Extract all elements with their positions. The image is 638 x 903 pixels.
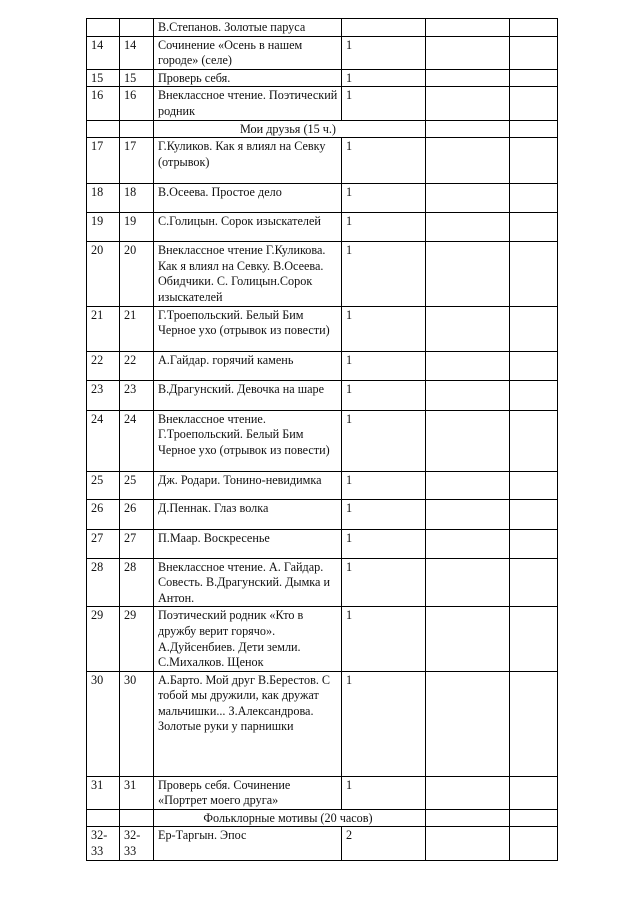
table-row [87,351,558,380]
lesson-number: 24 [87,410,120,471]
hours-count: 1 [342,471,426,499]
notes-cell [510,776,558,809]
lesson-topic: Проверь себя. Сочинение «Портрет моего друга» [154,776,342,809]
hours-count [342,19,426,37]
hours-count: 1 [342,242,426,306]
week-lesson-number: 18 [120,184,154,213]
week-lesson-number: 19 [120,213,154,242]
lesson-topic: Внеклассное чтение. А. Гайдар. Совесть. В.Драгунский. Дымка и Антон. [154,558,342,607]
week-lesson-number: 15 [120,69,154,87]
lesson-number: 32-33 [87,827,120,861]
lesson-topic: А.Гайдар. горячий камень [154,351,342,380]
notes-cell [510,306,558,351]
empty-cell [510,809,558,827]
date-cell [426,499,510,529]
hours-count: 1 [342,671,426,776]
lesson-topic: Внеклассное чтение. Поэтический родник [154,87,342,120]
notes-cell [510,499,558,529]
date-cell [426,351,510,380]
date-cell [426,36,510,69]
lesson-number: 17 [87,138,120,184]
lesson-topic: Внеклассное чтение. Г.Троепольский. Белый Бим Черное ухо (отрывок из повести) [154,410,342,471]
week-lesson-number: 25 [120,471,154,499]
table-row [87,242,558,306]
lesson-number: 20 [87,242,120,306]
notes-cell [510,410,558,471]
notes-cell [510,471,558,499]
hours-count: 1 [342,380,426,410]
lesson-plan-table [86,18,558,861]
week-lesson-number: 27 [120,529,154,558]
lesson-number [87,19,120,37]
lesson-topic: В.Осеева. Простое дело [154,184,342,213]
date-cell [426,19,510,37]
lesson-topic: Проверь себя. [154,69,342,87]
date-cell [426,776,510,809]
notes-cell [510,671,558,776]
hours-count: 1 [342,138,426,184]
hours-count: 1 [342,69,426,87]
table-row [87,776,558,809]
table-row [87,19,558,37]
lesson-number: 25 [87,471,120,499]
week-lesson-number: 30 [120,671,154,776]
notes-cell [510,242,558,306]
hours-count: 1 [342,213,426,242]
week-lesson-number: 16 [120,87,154,120]
empty-cell [510,120,558,138]
week-lesson-number: 32-33 [120,827,154,861]
date-cell [426,184,510,213]
lesson-topic: П.Маар. Воскресенье [154,529,342,558]
lesson-number: 18 [87,184,120,213]
hours-count: 1 [342,306,426,351]
lesson-number: 14 [87,36,120,69]
week-lesson-number: 17 [120,138,154,184]
empty-cell [426,120,510,138]
lesson-topic: Поэтический родник «Кто в дружбу верит горячо». А.Дуйсенбиев. Дети земли. С.Михалков. Щенок [154,607,342,671]
notes-cell [510,529,558,558]
empty-cell [87,809,120,827]
lesson-topic: Д.Пеннак. Глаз волка [154,499,342,529]
table-row [87,213,558,242]
empty-cell [120,809,154,827]
table-row [87,69,558,87]
table-row [87,410,558,471]
hours-count: 1 [342,36,426,69]
date-cell [426,87,510,120]
date-cell [426,69,510,87]
notes-cell [510,213,558,242]
notes-cell [510,558,558,607]
hours-count: 1 [342,499,426,529]
empty-cell [426,809,510,827]
date-cell [426,607,510,671]
lesson-number: 30 [87,671,120,776]
lesson-topic: В.Драгунский. Девочка на шаре [154,380,342,410]
hours-count: 1 [342,529,426,558]
notes-cell [510,36,558,69]
lesson-number: 16 [87,87,120,120]
week-lesson-number: 26 [120,499,154,529]
notes-cell [510,19,558,37]
week-lesson-number: 14 [120,36,154,69]
table-row [87,471,558,499]
date-cell [426,213,510,242]
week-lesson-number: 22 [120,351,154,380]
week-lesson-number: 24 [120,410,154,471]
week-lesson-number: 29 [120,607,154,671]
lesson-topic: Сочинение «Осень в нашем городе» (селе) [154,36,342,69]
lesson-number: 29 [87,607,120,671]
week-lesson-number: 28 [120,558,154,607]
lesson-number: 27 [87,529,120,558]
notes-cell [510,138,558,184]
lesson-number: 19 [87,213,120,242]
empty-cell [120,120,154,138]
date-cell [426,242,510,306]
date-cell [426,671,510,776]
empty-cell [87,120,120,138]
section-title: Мои друзья (15 ч.) [154,120,426,138]
lesson-number: 28 [87,558,120,607]
table-row [87,827,558,861]
notes-cell [510,69,558,87]
date-cell [426,471,510,499]
date-cell [426,529,510,558]
lesson-number: 21 [87,306,120,351]
table-row [87,558,558,607]
hours-count: 1 [342,558,426,607]
section-title: Фольклорные мотивы (20 часов) [154,809,426,827]
lesson-topic: Г.Троепольский. Белый Бим Черное ухо (отрывок из повести) [154,306,342,351]
table-row [87,529,558,558]
lesson-number: 31 [87,776,120,809]
date-cell [426,827,510,861]
week-lesson-number: 23 [120,380,154,410]
date-cell [426,380,510,410]
table-row [87,306,558,351]
table-row [87,36,558,69]
table-row [87,138,558,184]
hours-count: 1 [342,776,426,809]
lesson-number: 26 [87,499,120,529]
lesson-topic: Г.Куликов. Как я влиял на Севку (отрывок) [154,138,342,184]
section-row [87,809,558,827]
lesson-topic: А.Барто. Мой друг В.Берестов. С тобой мы дружили, как дружат мальчишки... З.Александрова. Золотые руки у парнишки [154,671,342,776]
table-row [87,499,558,529]
lesson-topic: Ер-Таргын. Эпос [154,827,342,861]
table-row [87,607,558,671]
lesson-number: 23 [87,380,120,410]
notes-cell [510,380,558,410]
table-row [87,671,558,776]
table-row [87,184,558,213]
hours-count: 1 [342,410,426,471]
hours-count: 1 [342,607,426,671]
hours-count: 2 [342,827,426,861]
week-lesson-number: 20 [120,242,154,306]
notes-cell [510,184,558,213]
hours-count: 1 [342,87,426,120]
lesson-topic: Дж. Родари. Тонино-невидимка [154,471,342,499]
lesson-topic: Внеклассное чтение Г.Куликова. Как я влиял на Севку. В.Осеева. Обидчики. С. Голицын.Сорок изыскателей [154,242,342,306]
table-row [87,87,558,120]
table-row [87,380,558,410]
lesson-topic: В.Степанов. Золотые паруса [154,19,342,37]
hours-count: 1 [342,184,426,213]
section-row [87,120,558,138]
week-lesson-number [120,19,154,37]
week-lesson-number: 21 [120,306,154,351]
notes-cell [510,87,558,120]
date-cell [426,306,510,351]
lesson-number: 22 [87,351,120,380]
notes-cell [510,351,558,380]
lesson-topic: С.Голицын. Сорок изыскателей [154,213,342,242]
hours-count: 1 [342,351,426,380]
notes-cell [510,827,558,861]
date-cell [426,410,510,471]
lesson-plan-body [87,19,558,861]
notes-cell [510,607,558,671]
date-cell [426,138,510,184]
date-cell [426,558,510,607]
week-lesson-number: 31 [120,776,154,809]
lesson-number: 15 [87,69,120,87]
